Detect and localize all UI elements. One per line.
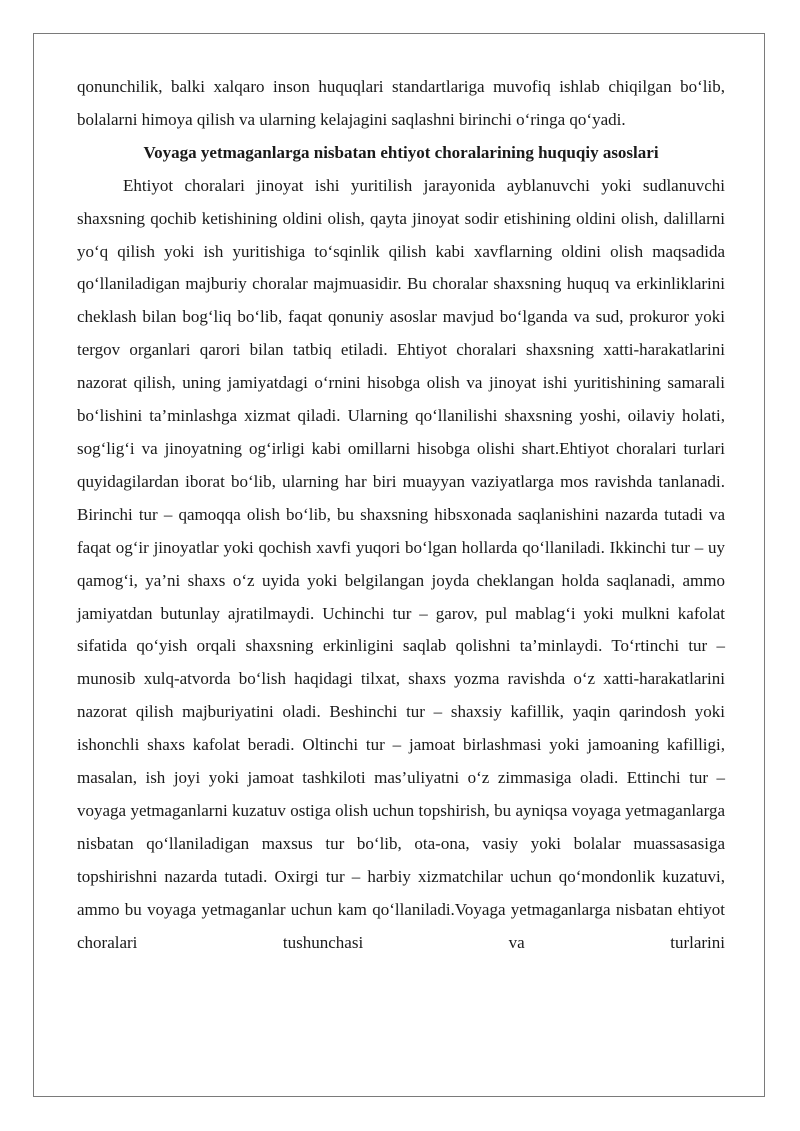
document-body bbox=[77, 71, 725, 959]
section-heading: Voyaga yetmaganlarga nisbatan ehtiyot choralarining huquqiy asoslari bbox=[143, 142, 659, 162]
intro-paragraph: qonunchilik, balki xalqaro inson huquqlari standartlariga muvofiq ishlab chiqilgan bo‘lib, bolalarni himoya qilish va ularning kelajagini saqlashni birinchi o‘ringa qo‘yadi. bbox=[77, 77, 725, 129]
body-paragraph: Ehtiyot choralari jinoyat ishi yuritilish jarayonida ayblanuvchi yoki sudlanuvchi shaxsning qochib ketishining oldini olish, qayta jinoyat sodir etishining oldini olish, dalillarni yo‘q qilish yoki ish yuritishiga to‘sqinlik qilish kabi xavflarning oldini olish maqsadida qo‘llaniladigan majburiy choralar majmuasidir. Bu choralar shaxsning huquq va erkinliklarini cheklash bilan bog‘liq bo‘lib, faqat qonuniy asoslar mavjud bo‘lganda va sud, prokuror yoki tergov organlari qarori bilan tatbiq etiladi. Ehtiyot choralari shaxsning xatti-harakatlarini nazorat qilish, uning jamiyatdagi o‘rnini hisobga olish va jinoyat ishi yuritishining samarali bo‘lishini ta’minlashga xizmat qiladi. Ularning qo‘llanilishi shaxsning yoshi, oilaviy holati, sog‘lig‘i va jinoyatning og‘irligi kabi omillarni hisobga olishi shart.Ehtiyot choralari turlari quyidagilardan iborat bo‘lib, ularning har biri muayyan vaziyatlarga mos ravishda tanlanadi. Birinchi tur – qamoqqa olish bo‘lib, bu shaxsning hibsxonada saqlanishini nazarda tutadi va faqat og‘ir jinoyatlar yoki qochish xavfi yuqori bo‘lgan hollarda qo‘llaniladi. Ikkinchi tur – uy qamog‘i, ya’ni shaxs o‘z uyida yoki belgilangan joyda cheklangan holda saqlanadi, ammo jamiyatdan butunlay ajratilmaydi. Uchinchi tur – garov, pul mablag‘i yoki mulkni kafolat sifatida qo‘yish orqali shaxsning erkinligini saqlab qolishni ta’minlaydi. To‘rtinchi tur – munosib xulq-atvorda bo‘lish haqidagi tilxat, shaxs yozma ravishda o‘z xatti-harakatlarini nazorat qilish majburiyatini oladi. Beshinchi tur – shaxsiy kafillik, yaqin qarindosh yoki ishonchli shaxs kafolat beradi. Oltinchi tur – jamoat birlashmasi yoki jamoaning kafilligi, masalan, ish joyi yoki jamoat tashkiloti mas’uliyatni o‘z zimmasiga oladi. Ettinchi tur – voyaga yetmaganlarni kuzatuv ostiga olish uchun topshirish, bu ayniqsa voyaga yetmaganlarga nisbatan qo‘llaniladigan maxsus tur bo‘lib, ota-ona, vasiy yoki bolalar muassasasiga topshirishni nazarda tutadi. Oxirgi tur – harbiy xizmatchilar uchun qo‘mondonlik kuzatuvi, ammo bu voyaga yetmaganlar uchun kam qo‘llaniladi.Voyaga yetmaganlarga nisbatan ehtiyot choralari tushunchasi va turlarini bbox=[77, 175, 725, 952]
